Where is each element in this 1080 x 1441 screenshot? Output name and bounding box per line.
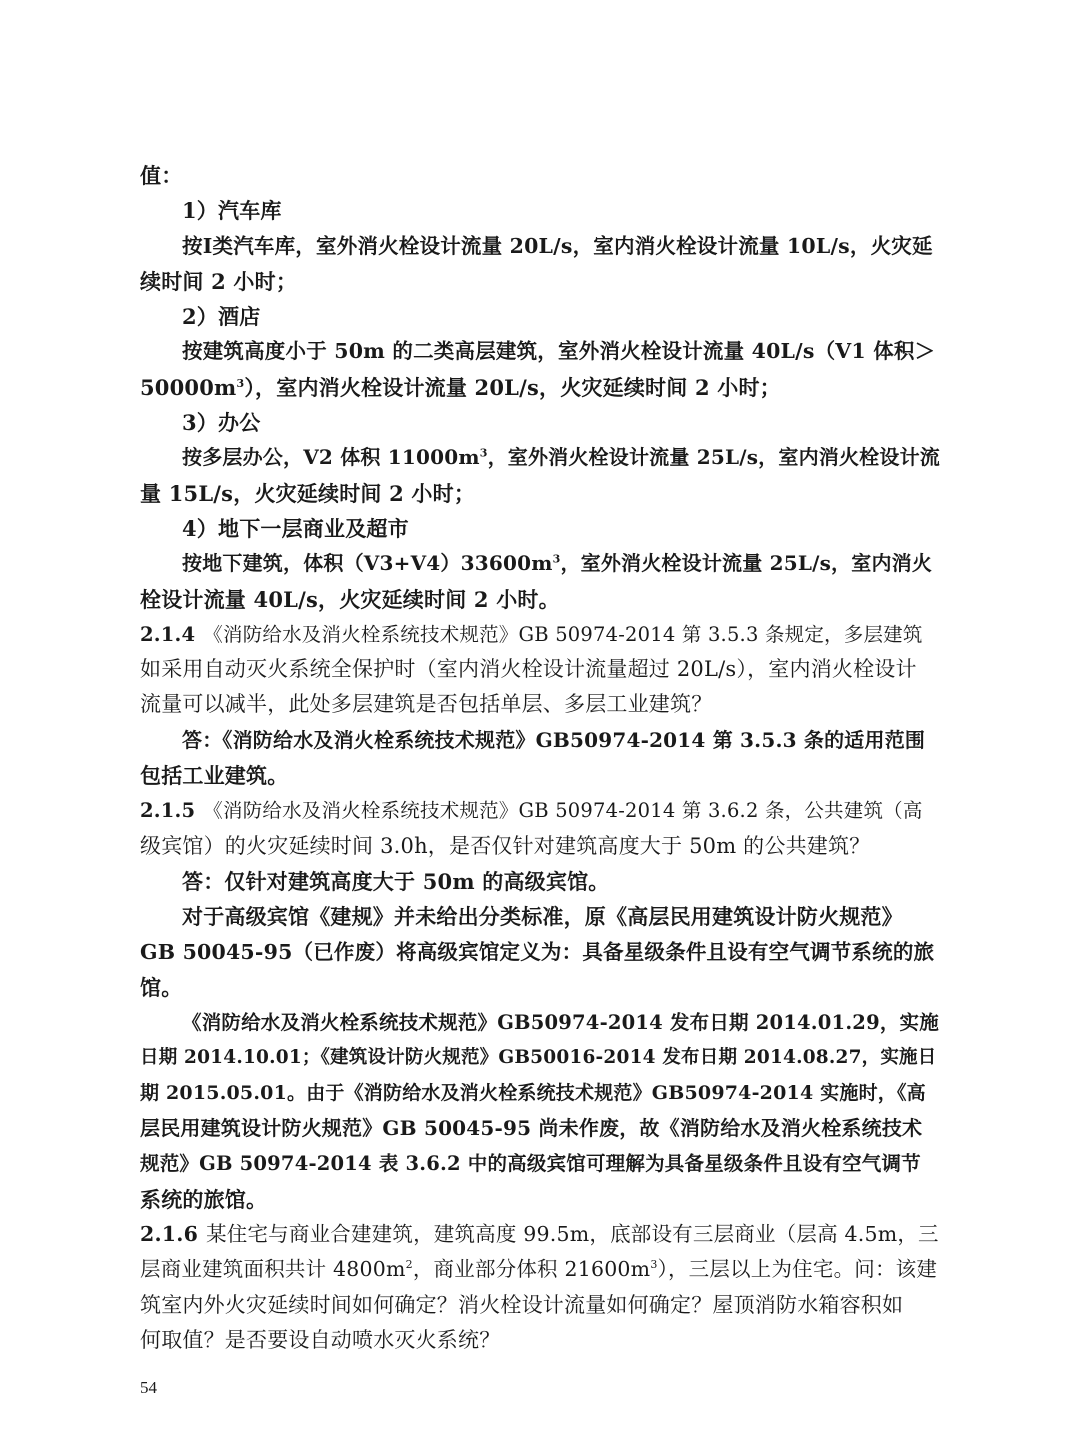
text-line: 包括工业建筑。 [140, 763, 289, 789]
document-body [140, 158, 940, 1358]
text-line: 系统的旅馆。 [140, 1186, 268, 1212]
text-line: 级宾馆）的火灾延续时间 3.0h，是否仅针对建筑高度大于 50m 的公共建筑？ [140, 833, 871, 858]
list-heading-hotel: 2）酒店 [182, 304, 261, 330]
text-line: 值： [140, 163, 183, 188]
answer-2-1-4: 答：《消防给水及消火栓系统技术规范》GB50974-2014 第 3.5.3 条的适用范围 [182, 727, 926, 752]
answer-2-1-5: 答：仅针对建筑高度大于 50m 的高级宾馆。 [182, 868, 610, 894]
page-number: 54 [140, 1378, 157, 1397]
text-line: GB 50045-95（已作废）将高级宾馆定义为：具备星级条件且设有空气调节系统的旅 [140, 939, 935, 964]
list-heading-office: 3）办公 [182, 410, 261, 436]
list-heading-basement: 4）地下一层商业及超市 [182, 515, 409, 541]
text-line: 按地下建筑，体积$(V3+V4)33600m^3$，室外消火栓设计流量 25L/s，室内消火 [182, 551, 933, 576]
text-line: 层民用建筑设计防火规范》GB 50045-95 尚未作废，故《消防给水及消火栓系统技术 [140, 1116, 923, 1141]
question-2-1-5: 2.1.5 《消防给水及消火栓系统技术规范》GB 50974-2014 第 3.6.2 条，公共建筑（高 [140, 799, 923, 823]
text-line: 规范》GB 50974-2014 表 3.6.2 中的高级宾馆可理解为具备星级条件且设有空气调节 [140, 1152, 921, 1176]
text-line: 按I类汽车库，室外消火栓设计流量 20L/s，室内消火栓设计流量 10L/s，火灾延 [182, 233, 933, 258]
text-line: 续时间 2 小时； [140, 268, 298, 294]
text-line: 日期 2014.10.01；《建筑设计防火规范》GB50016-2014 发布日期 2014.08.27，实施日 [140, 1047, 937, 1069]
text-line: 对于高级宾馆《建规》并未给出分类标准，原《高层民用建筑设计防火规范》 [182, 904, 903, 930]
text-line: 流量可以减半，此处多层建筑是否包括单层、多层工业建筑？ [140, 692, 713, 717]
text-line: 筑室内外火灾延续时间如何确定？消火栓设计流量如何确定？屋顶消防水箱容积如 [140, 1292, 904, 1317]
text-line: 层商业建筑面积共计 $4800m^2$，商业部分体积 $21600m^3$），三层以上为住宅。问：该建 [140, 1257, 938, 1282]
text-line: 期 2015.05.01。由于《消防给水及消火栓系统技术规范》GB50974-2014 实施时，《高 [140, 1081, 926, 1104]
question-2-1-4: 2.1.4 《消防给水及消火栓系统技术规范》GB 50974-2014 第 3.5.3 条规定，多层建筑 [140, 622, 923, 646]
question-2-1-6: 2.1.6 某住宅与商业合建建筑，建筑高度 99.5m，底部设有三层商业（层高 4.5m，三 [140, 1221, 939, 1246]
list-heading-garage: 1）汽车库 [182, 198, 282, 224]
text-line: 何取值？是否要设自动喷水灭火系统？ [140, 1327, 501, 1352]
text-line: $50000m^3$），室内消火栓设计流量 20L/s，火灾延续时间 2 小时； [140, 374, 781, 400]
text-line: 按建筑高度小于 50m 的二类高层建筑，室外消火栓设计流量 40L/s（V1 体积＞ [182, 339, 936, 364]
text-line: 馆。 [140, 974, 183, 1000]
text-line: 《消防给水及消火栓系统技术规范》GB50974-2014 发布日期 2014.01.29，实施 [182, 1011, 939, 1035]
text-line: 如采用自动灭火系统全保护时（室内消火栓设计流量超过 20L/s），室内消火栓设计 [140, 657, 917, 682]
text-line: 栓设计流量 40L/s，火灾延续时间 2 小时。 [140, 586, 560, 612]
text-line: 按多层办公，V2 体积 $11000m^3$，室外消火栓设计流量 25L/s，室内消火栓设计流 [182, 445, 940, 470]
text-line: 量 15L/s，火灾延续时间 2 小时； [140, 480, 476, 506]
